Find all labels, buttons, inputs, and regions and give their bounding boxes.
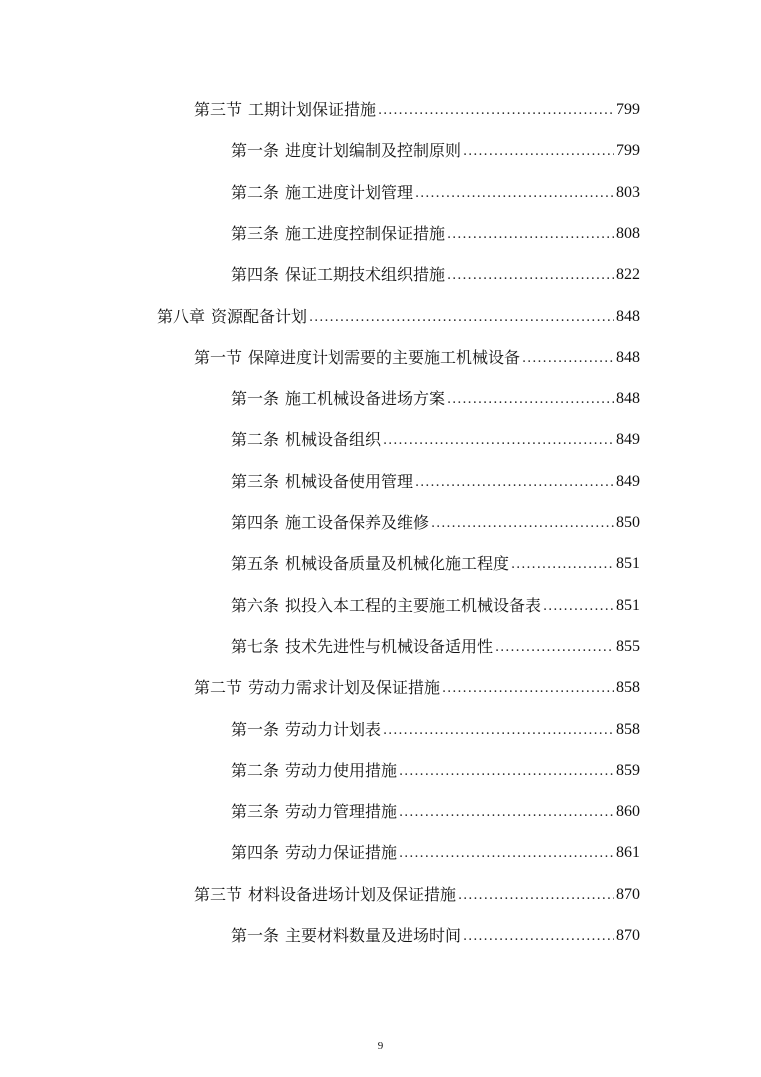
toc-dot-leader (447, 267, 614, 285)
toc-entry-page: 799 (616, 101, 640, 118)
toc-entry-number: 第四条 (231, 513, 280, 532)
toc-dot-leader (447, 226, 614, 244)
toc-entry-number: 第三条 (231, 223, 280, 243)
toc-dot-leader (522, 350, 614, 368)
toc-entry-page: 808 (616, 224, 640, 242)
toc-entry[interactable] (231, 133, 640, 161)
toc-entry-number: 第三节 (194, 884, 243, 904)
toc-entry-number: 第五条 (231, 554, 280, 574)
toc-entry-title: 劳动力保证措施 (285, 843, 398, 863)
toc-dot-leader (458, 887, 614, 905)
toc-dot-leader (463, 143, 614, 161)
toc-entry[interactable] (231, 546, 640, 574)
toc-entry-number: 第一条 (231, 389, 280, 409)
toc-entry-title: 技术先进性与机械设备适用性 (285, 636, 494, 656)
toc-entry[interactable] (231, 505, 640, 533)
toc-entry-page: 803 (616, 183, 640, 201)
toc-entry[interactable] (194, 877, 640, 905)
toc-entry-number: 第二条 (231, 430, 280, 450)
toc-dot-leader (383, 432, 614, 450)
page-number: 9 (377, 1040, 384, 1052)
toc-entry-title: 劳动力管理措施 (285, 802, 398, 822)
toc-dot-leader (447, 391, 614, 409)
toc-entry-page: 858 (616, 720, 640, 738)
toc-entry-number: 第四条 (231, 843, 280, 863)
toc-entry-number: 第二条 (231, 182, 280, 202)
toc-dot-leader (383, 722, 614, 740)
toc-entry-page: 851 (616, 555, 640, 573)
toc-entry-title: 进度计划编制及控制原则 (285, 141, 462, 161)
toc-entry-page: 849 (616, 431, 640, 449)
toc-entry-page: 822 (616, 266, 640, 284)
toc-entry[interactable] (231, 216, 640, 244)
toc-entry[interactable] (231, 381, 640, 409)
toc-entry-number: 第三条 (231, 802, 280, 822)
toc-entry-page: 850 (616, 514, 640, 531)
toc-entry-title: 机械设备质量及机械化施工程度 (285, 554, 510, 574)
toc-dot-leader (415, 474, 614, 492)
toc-dot-leader (378, 102, 614, 120)
toc-entry-title: 材料设备进场计划及保证措施 (248, 884, 457, 904)
toc-dot-leader (399, 763, 614, 781)
toc-entry-title: 劳动力计划表 (285, 719, 382, 739)
toc-entry-page: 860 (616, 803, 640, 821)
toc-entry-title: 机械设备使用管理 (285, 471, 414, 491)
toc-entry-number: 第一节 (194, 347, 243, 367)
toc-entry[interactable] (157, 299, 640, 327)
toc-entry-page: 858 (616, 679, 640, 697)
toc-entry[interactable] (231, 835, 640, 863)
toc-entry-number: 第七条 (231, 636, 280, 656)
toc-entry-number: 第一条 (231, 719, 280, 739)
toc-entry-title: 主要材料数量及进场时间 (285, 926, 462, 945)
toc-entry-page: 848 (616, 307, 640, 325)
toc-entry-title: 拟投入本工程的主要施工机械设备表 (285, 595, 542, 615)
toc-entry-number: 第二节 (194, 678, 243, 698)
toc-entry-number: 第三条 (231, 471, 280, 491)
toc-entry-page: 861 (616, 844, 640, 862)
toc-entry-page: 870 (616, 927, 640, 944)
toc-entry-page: 851 (616, 596, 640, 614)
toc-dot-leader (431, 515, 614, 533)
toc-dot-leader (442, 680, 614, 698)
toc-entry-title: 保障进度计划需要的主要施工机械设备 (248, 347, 521, 367)
toc-entry[interactable] (231, 257, 640, 285)
toc-entry-number: 第八章 (157, 306, 206, 326)
toc-entry-number: 第一条 (231, 141, 280, 161)
toc-entry-title: 保证工期技术组织措施 (285, 265, 446, 285)
toc-entry-title: 施工机械设备进场方案 (285, 389, 446, 409)
toc-entry[interactable] (194, 92, 640, 120)
toc-entry[interactable] (231, 753, 640, 781)
toc-entry[interactable] (231, 588, 640, 616)
toc-entry-number: 第三节 (194, 100, 243, 119)
toc-entry-title: 资源配备计划 (211, 306, 308, 326)
toc-dot-leader (309, 309, 614, 327)
toc-entry[interactable] (231, 464, 640, 492)
toc-entry-title: 施工设备保养及维修 (285, 513, 430, 532)
toc-entry[interactable] (231, 422, 640, 450)
toc-entry-page: 848 (616, 348, 640, 366)
toc-entry[interactable] (194, 670, 640, 698)
toc-entry-title: 施工进度控制保证措施 (285, 223, 446, 243)
toc-entry-page: 799 (616, 142, 640, 160)
toc-entry-title: 劳动力需求计划及保证措施 (248, 678, 441, 698)
toc-entry-page: 870 (616, 885, 640, 903)
toc-entry-title: 工期计划保证措施 (248, 100, 377, 119)
toc-entry-number: 第二条 (231, 760, 280, 780)
toc-entry[interactable] (231, 629, 640, 657)
toc-entry[interactable] (231, 794, 640, 822)
toc-entry-page: 849 (616, 472, 640, 490)
toc-entry-number: 第四条 (231, 265, 280, 285)
toc-dot-leader (543, 598, 614, 616)
toc-entry-page: 848 (616, 390, 640, 408)
toc-entry-number: 第六条 (231, 595, 280, 615)
toc-entry[interactable] (231, 712, 640, 740)
toc-entry[interactable] (231, 175, 640, 203)
toc-entry-title: 劳动力使用措施 (285, 760, 398, 780)
toc-entry-page: 859 (616, 761, 640, 779)
toc-dot-leader (495, 639, 614, 657)
toc-dot-leader (399, 804, 614, 822)
toc-entry[interactable] (231, 918, 640, 946)
toc-dot-leader (511, 556, 614, 574)
toc-entry-title: 施工进度计划管理 (285, 182, 414, 202)
toc-entry-title: 机械设备组织 (285, 430, 382, 450)
toc-entry-page: 855 (616, 637, 640, 655)
toc-dot-leader (399, 845, 614, 863)
toc-dot-leader (415, 185, 614, 203)
toc-entry-number: 第一条 (231, 926, 280, 945)
toc-dot-leader (463, 928, 614, 946)
toc-entry[interactable] (194, 340, 640, 368)
